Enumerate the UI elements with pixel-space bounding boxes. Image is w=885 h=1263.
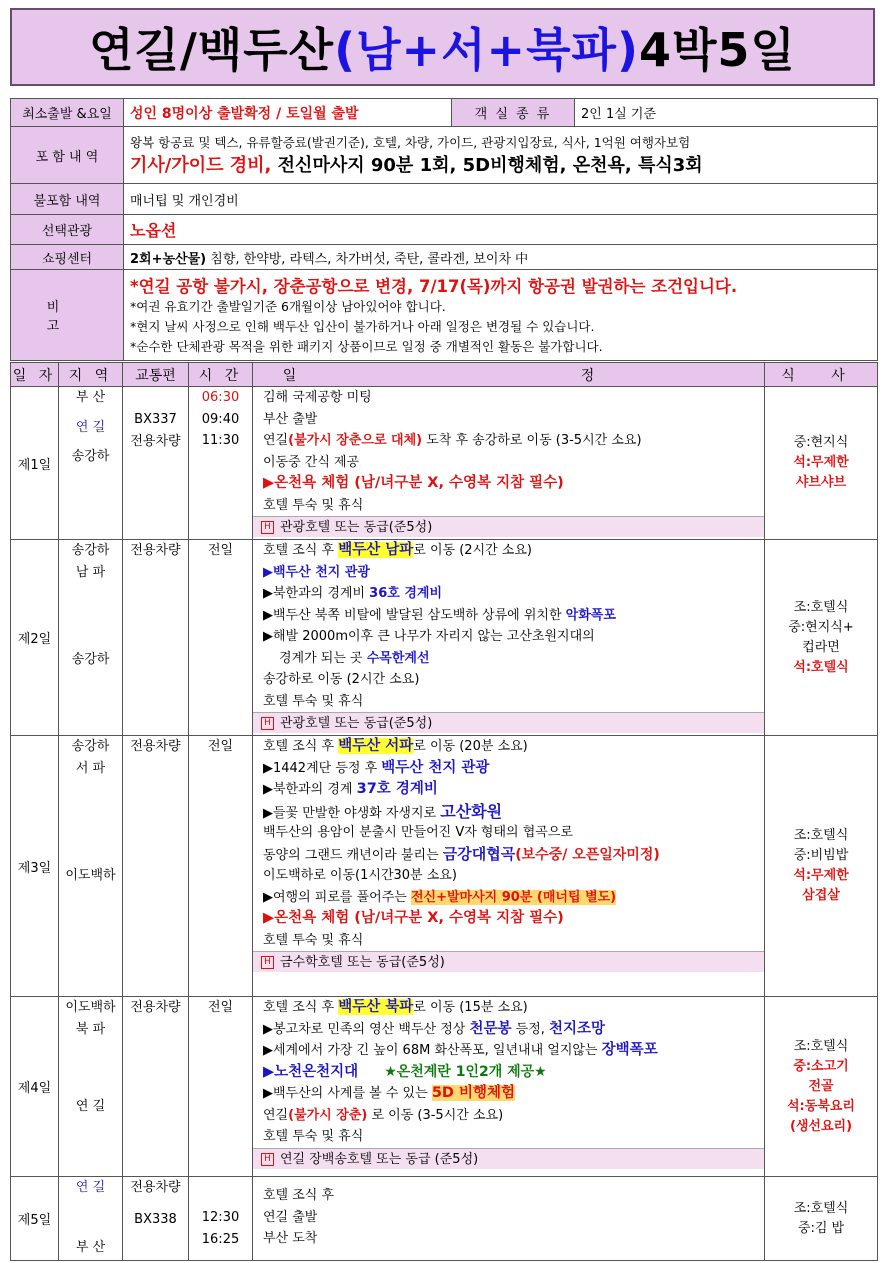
- shopping-list: 침향, 한약방, 라텍스, 차가버섯, 죽탄, 콜라겐, 보이차 中: [206, 251, 529, 267]
- day3-meal1: 조:호텔식: [793, 828, 849, 843]
- day3-line1: 호텔 조식 후 백두산 서파로 이동 (20분 소요): [263, 738, 528, 754]
- day4-line7: 호텔 투숙 및 휴식: [263, 1129, 364, 1144]
- day3-transport: [123, 736, 189, 997]
- room-label: 객 실 종 류: [452, 99, 575, 127]
- day5-region2: 부 산: [75, 1239, 106, 1255]
- day3-hotel: H 금수학호텔 또는 동급(준5성): [253, 951, 764, 972]
- hotel-icon: H: [261, 956, 274, 969]
- shopping-bold: 2회+농산물): [130, 251, 207, 267]
- info-table: [10, 98, 878, 361]
- day2-line5: ▶해발 2000m이후 큰 나무가 자리지 않는 고산초원지대의: [263, 629, 595, 644]
- day4-region: [59, 997, 123, 1177]
- day1-time: [189, 387, 253, 540]
- day4-line1: 호텔 조식 후 백두산 북파로 이동 (15분 소요): [263, 999, 528, 1015]
- exclude-label: 불포함 내역: [11, 184, 124, 215]
- day3-line7: 이도백하로 이동(1시간30분 소요): [263, 868, 457, 883]
- day2-line2: ▶백두산 천지 관광: [263, 564, 370, 580]
- day3-line3: ▶북한과의 경계 37호 경계비: [263, 781, 438, 797]
- day3-meal4: 삼겹살: [802, 888, 840, 903]
- day5-plan: [253, 1177, 765, 1261]
- day3-vehicle: 전용차량: [130, 739, 181, 754]
- shopping-value: [124, 245, 878, 270]
- exclude-value: 매너팁 및 개인경비: [124, 184, 878, 215]
- day5-meal1: 조:호텔식: [793, 1200, 849, 1216]
- day5-line2: 연길 출발: [263, 1209, 318, 1225]
- page-title: [10, 8, 875, 86]
- day4-transport: [123, 997, 189, 1177]
- notes-label: 비 고: [11, 270, 124, 361]
- min-depart-label: 최소출발 &요일: [11, 99, 124, 127]
- day2-hotel: H 관광호텔 또는 동급(준5성): [253, 712, 764, 733]
- day2-meal2: 중:현지식+: [788, 619, 854, 635]
- day1-line1: 김해 국제공항 미팅: [263, 390, 372, 405]
- include-line2-black: 전신마사지 90분 1회, 5D비행체험, 온천욕, 특식3회: [271, 155, 703, 176]
- room-value: 2인 1실 기준: [575, 99, 878, 127]
- schedule-table: [10, 362, 878, 1261]
- day2-line3: ▶북한과의 경계비 36호 경계비: [263, 586, 443, 601]
- day5-meal2: 중:김 밥: [797, 1220, 845, 1236]
- day2-region: [59, 540, 123, 736]
- day5-flight: BX338: [134, 1211, 177, 1227]
- day4-region3: 연 길: [75, 1099, 106, 1114]
- day1-flight: BX337: [134, 412, 177, 427]
- day1-time1: 06:30: [201, 390, 240, 405]
- day1-row: [11, 387, 878, 540]
- note-red: *연길 공항 불가시, 장춘공항으로 변경, 7/17(목)까지 항공권 발권하는 조건입니다.: [130, 277, 738, 296]
- day5-label: 제5일: [11, 1177, 59, 1261]
- day4-region2: 북 파: [75, 1021, 106, 1037]
- day1-plan: [253, 387, 765, 540]
- header-plan: 일 정: [253, 363, 765, 387]
- day1-meal1: 중:현지식: [793, 435, 849, 450]
- day4-meal3: 전골: [808, 1078, 834, 1094]
- day4-line6: 연길(불가시 장춘) 로 이동 (3-5시간 소요): [263, 1107, 504, 1123]
- day4-label: 제4일: [11, 997, 59, 1177]
- day3-line6: 동양의 그랜드 캐년이라 불리는 금강대협곡(보수중/ 오픈일자미정): [263, 844, 660, 863]
- day1-time3: 11:30: [201, 433, 240, 448]
- day1-line6: 호텔 투숙 및 휴식: [263, 497, 364, 513]
- day4-hotel: H 연길 장백송호텔 또는 동급 (준5성): [253, 1148, 764, 1169]
- day4-meal4: 석:동북요리: [787, 1098, 855, 1114]
- day5-line1: 호텔 조식 후: [263, 1188, 335, 1203]
- day4-meal2: 중:소고기: [793, 1058, 849, 1074]
- day2-plan: [253, 540, 765, 736]
- day1-meal3: 샤브샤브: [795, 475, 847, 490]
- day2-line7: 송강하로 이동 (2시간 소요): [263, 672, 420, 687]
- day4-meal1: 조:호텔식: [793, 1038, 849, 1054]
- day4-time: [189, 997, 253, 1177]
- day5-transport: [123, 1177, 189, 1261]
- day4-line3: ▶세계에서 가장 긴 높이 68M 화산폭포, 일년내내 얼지않는 장백폭포: [263, 1042, 658, 1058]
- day3-line4: ▶들꽃 만발한 야생화 자생지로 고산화원: [263, 801, 503, 821]
- day5-region1: 연 길: [75, 1180, 106, 1195]
- day1-meal: [765, 387, 878, 540]
- day1-region1: 부 산: [75, 390, 106, 405]
- day2-time-value: 전일: [207, 543, 234, 558]
- day5-time2: 16:25: [201, 1231, 240, 1247]
- day3-time: [189, 736, 253, 997]
- day3-plan: [253, 736, 765, 997]
- day2-time: [189, 540, 253, 736]
- day4-line4: ▶노천온천지대 ★온천계란 1인2개 제공★: [263, 1063, 547, 1080]
- day5-row: [11, 1177, 878, 1261]
- header-meal: 식 사: [765, 363, 878, 387]
- day2-meal1: 조:호텔식: [793, 599, 849, 615]
- day1-transport: [123, 387, 189, 540]
- day3-label: 제3일: [11, 736, 59, 997]
- day2-line6: 경계가 되는 곳 수목한계선: [279, 650, 430, 666]
- notes-value: [124, 270, 878, 361]
- day2-region3: 송강하: [71, 652, 110, 667]
- day5-time: [189, 1177, 253, 1261]
- day3-line9: ▶온천욕 체험 (남/녀구분 X, 수영복 지참 필수): [263, 910, 564, 926]
- day3-meal3: 석:무제한: [793, 868, 849, 883]
- hotel-icon: H: [261, 717, 274, 730]
- day1-hotel: H 관광호텔 또는 동급(준5성): [253, 516, 764, 537]
- header-region: 지 역: [59, 363, 123, 387]
- day2-line8: 호텔 투숙 및 휴식: [263, 693, 364, 709]
- day2-meal: [765, 540, 878, 736]
- day5-time1: 12:30: [201, 1210, 240, 1225]
- day1-vehicle: 전용차량: [130, 433, 181, 449]
- day4-line5: ▶백두산의 사계를 볼 수 있는 5D 비행체험: [263, 1085, 516, 1101]
- day2-region2: 남 파: [75, 564, 106, 580]
- day1-region2: 연 길: [75, 419, 106, 435]
- optional-label: 선택관광: [11, 215, 124, 245]
- hotel-icon: H: [261, 1153, 274, 1166]
- day3-time-value: 전일: [207, 739, 234, 754]
- day3-line10: 호텔 투숙 및 휴식: [263, 932, 364, 948]
- day1-meal2: 석:무제한: [793, 455, 849, 470]
- title-duration: 4박5일: [638, 23, 796, 77]
- title-main: 연길/백두산: [89, 23, 335, 77]
- day2-meal3: 컵라면: [802, 639, 840, 655]
- day3-region2: 서 파: [75, 760, 106, 776]
- header-day: 일 자: [11, 363, 59, 387]
- day3-region: [59, 736, 123, 997]
- shopping-label: 쇼핑센터: [11, 245, 124, 270]
- min-depart-value: 성인 8명이상 출발확정 / 토일월 출발: [124, 99, 452, 127]
- day4-region1: 이도백하: [65, 1000, 116, 1015]
- day4-line2: ▶봉고차로 민족의 영산 백두산 정상 천문봉 등정, 천지조망: [263, 1020, 606, 1037]
- include-label: 포 함 내 역: [11, 127, 124, 184]
- header-transport: 교통편: [123, 363, 189, 387]
- day2-meal4: 석:호텔식: [793, 659, 849, 675]
- day4-meal: [765, 997, 878, 1177]
- day1-line5: ▶온천욕 체험 (남/녀구분 X, 수영복 지참 필수): [263, 475, 564, 491]
- day5-vehicle: 전용차량: [130, 1180, 181, 1195]
- day3-row: [11, 736, 878, 997]
- include-line1: 왕복 항공료 및 텍스, 유류할증료(발권기준), 호텔, 차량, 가이드, 관광지입장료, 식사, 1억원 여행자보험: [130, 135, 691, 150]
- day3-line5: 백두산의 용암이 분출시 만들어진 V자 형태의 협곡으로: [263, 825, 573, 840]
- day3-line8: ▶여행의 피로를 풀어주는 전신+발마사지 90분 (매너팁 별도): [263, 889, 617, 905]
- day4-vehicle: 전용차량: [130, 1000, 181, 1015]
- day3-region3: 이도백하: [65, 868, 116, 883]
- day2-row: [11, 540, 878, 736]
- include-value: [124, 127, 878, 184]
- day2-vehicle: 전용차량: [130, 543, 181, 558]
- day1-time2: 09:40: [201, 411, 240, 427]
- day4-time-value: 전일: [207, 1000, 234, 1015]
- day4-plan: [253, 997, 765, 1177]
- hotel-icon: H: [261, 521, 274, 534]
- note-3: *순수한 단체관광 목적을 위한 패키지 상품이므로 일정 중 개별적인 활동은 불가합니다.: [130, 339, 603, 354]
- note-2: *현지 날씨 사정으로 인해 백두산 입산이 불가하거나 아래 일정은 변경될 수 있습니다.: [130, 319, 595, 334]
- day3-region1: 송강하: [71, 739, 110, 754]
- day2-label: 제2일: [11, 540, 59, 736]
- note-1: *여권 유효기간 출발일기준 6개월이상 남아있어야 합니다.: [130, 299, 446, 314]
- day2-line4: ▶백두산 북쪽 비탈에 발달된 삼도백하 상류에 위치한 악화폭포: [263, 607, 616, 623]
- include-line2-red: 기사/가이드 경비,: [130, 155, 272, 176]
- header-time: 시 간: [189, 363, 253, 387]
- day3-line2: ▶1442계단 등정 후 백두산 천지 관광: [263, 759, 490, 776]
- day5-line3: 부산 도착: [263, 1231, 318, 1246]
- day3-meal2: 중:비빔밥: [793, 848, 849, 863]
- day5-region: [59, 1177, 123, 1261]
- day4-row: [11, 997, 878, 1177]
- day3-meal: [765, 736, 878, 997]
- day2-region1: 송강하: [71, 543, 110, 558]
- day1-region3: 송강하: [71, 449, 110, 464]
- day1-line3: 연길(불가시 장춘으로 대체) 도착 후 송강하로 이동 (3-5시간 소요): [263, 433, 642, 448]
- day4-meal5: (생선요리): [789, 1118, 853, 1134]
- day2-line1: 호텔 조식 후 백두산 남파로 이동 (2시간 소요): [263, 542, 532, 558]
- day1-line2: 부산 출발: [263, 411, 318, 427]
- optional-value: 노옵션: [124, 215, 878, 245]
- day1-line4: 이동중 간식 제공: [263, 454, 360, 470]
- day1-label: 제1일: [11, 387, 59, 540]
- title-accent: (남+서+북파): [334, 23, 639, 77]
- day5-meal: [765, 1177, 878, 1261]
- day1-region: [59, 387, 123, 540]
- day2-transport: [123, 540, 189, 736]
